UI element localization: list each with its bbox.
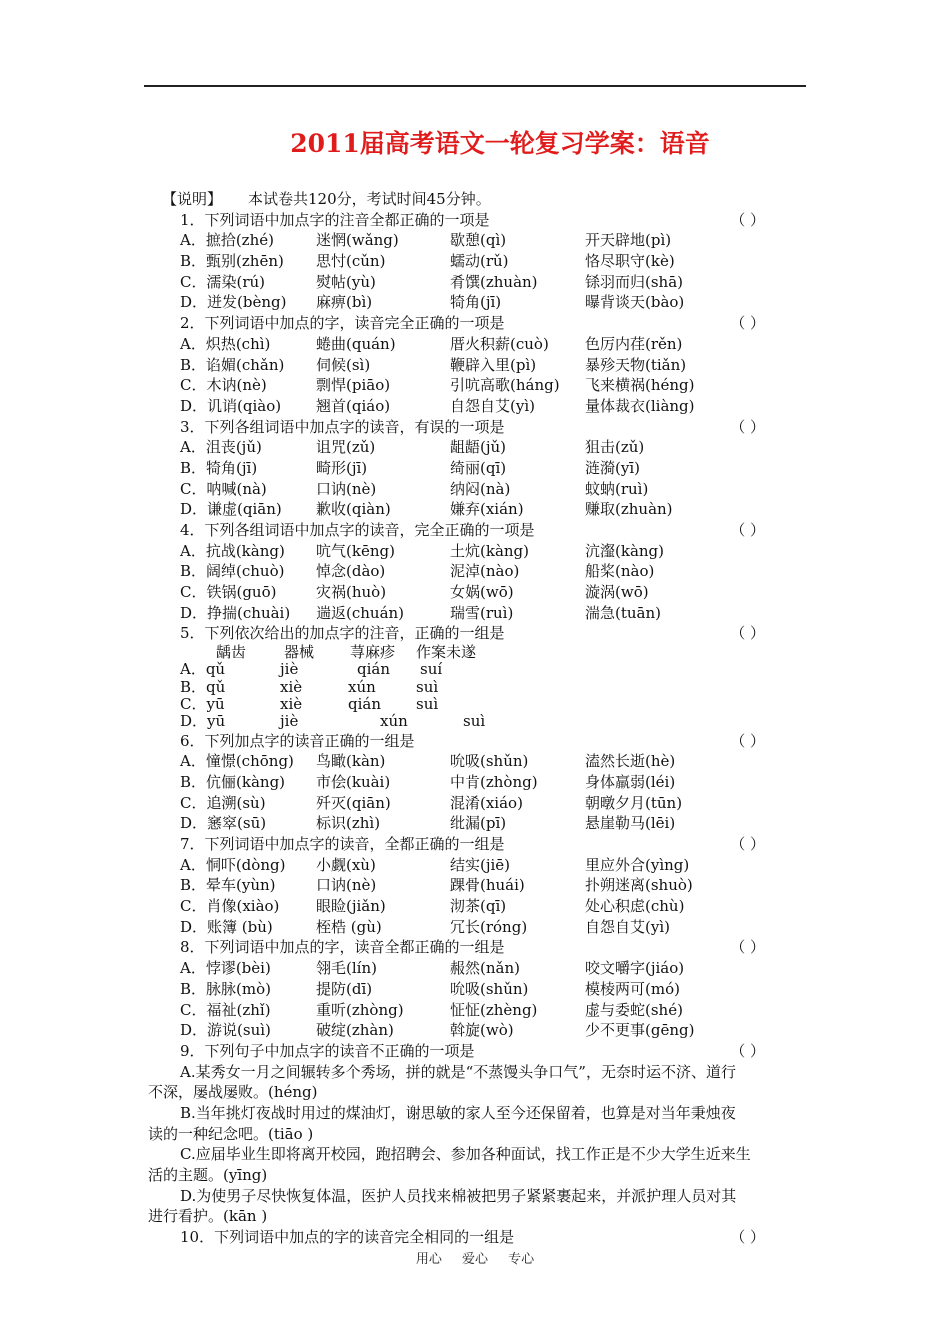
option-cell: 畸形(jī) — [316, 458, 368, 477]
option-row — [180, 272, 805, 293]
option-cell: 恪尽职守(kè) — [585, 252, 675, 271]
option-row — [180, 292, 805, 313]
question-text: 10．下列词语中加点的字的读音完全相同的一组是 — [180, 1228, 515, 1247]
answer-bracket: （ ） — [730, 210, 765, 229]
option-cell: 吮吸(shǔn) — [450, 752, 529, 771]
option-cell: D．游说(suì) — [180, 1021, 271, 1040]
question-text: 3．下列各组词语中加点字的读音，有误的一项是 — [180, 417, 505, 436]
option-cell: 吮吸(shǔn) — [450, 979, 529, 998]
option-cell: B．阔绰(chuò) — [180, 562, 285, 581]
option-cell: B．伉俪(kàng) — [180, 772, 286, 791]
paragraph-text: 进行看护。(kān ) — [148, 1207, 268, 1226]
option-cell: A．qǔ — [180, 660, 226, 679]
option-cell: 翎毛(lín) — [316, 959, 377, 978]
option-cell: D．账簿 (bù) — [180, 917, 273, 936]
option-cell: suì — [463, 712, 486, 731]
option-cell: 市侩(kuài) — [316, 772, 391, 791]
option-cell: 犄角(jī) — [450, 293, 502, 312]
option-cell: 结实(jiē) — [450, 855, 511, 874]
para-first-line — [180, 1062, 805, 1083]
option-cell: 模棱两可(mó) — [585, 979, 680, 998]
option-cell: 斡旋(wò) — [450, 1021, 514, 1040]
option-cell: 翘首(qiáo) — [316, 396, 391, 415]
option-cell: D．迸发(bèng) — [180, 293, 287, 312]
option-cell: 赧然(nǎn) — [450, 959, 520, 978]
option-cell: A．摭拾(zhé) — [180, 231, 274, 250]
option-row — [180, 582, 805, 603]
option-cell: B．犄角(jī) — [180, 458, 258, 477]
question-text: 9．下列句子中加点字的读音不正确的一项是 — [180, 1041, 475, 1060]
option-cell: 色厉内荏(rěn) — [585, 334, 683, 353]
option-cell: 瑞雪(ruì) — [450, 603, 514, 622]
option-cell: 混淆(xiáo) — [450, 793, 523, 812]
option-cell: 沆瀣(kàng) — [585, 541, 664, 560]
question-text: 2．下列词语中加点的字，读音完全正确的一项是 — [180, 314, 505, 333]
option-cell: 遄返(chuán) — [316, 603, 405, 622]
answer-bracket: （ ） — [730, 1228, 765, 1247]
option-cell: 身体羸弱(léi) — [585, 772, 676, 791]
option-cell: A．抗战(kàng) — [180, 541, 285, 560]
option-cell: C．濡染(rú) — [180, 272, 266, 291]
option-cell: 破绽(zhàn) — [316, 1021, 394, 1040]
option-cell: 沏茶(qī) — [450, 897, 507, 916]
option-cell: 口讷(nè) — [316, 479, 377, 498]
question-stem — [180, 731, 805, 752]
paragraph-text: 不深，屡战屡败。(héng) — [148, 1083, 318, 1102]
para-rest-line — [148, 1206, 805, 1227]
option-row — [180, 230, 805, 251]
option-cell: 标识(zhì) — [316, 814, 381, 833]
option-cell: 纰漏(pī) — [450, 814, 507, 833]
option-cell: 鞭辟入里(pì) — [450, 355, 537, 374]
option-cell: 蚊蚋(ruì) — [585, 479, 649, 498]
option-cell: 悼念(dào) — [316, 562, 386, 581]
option-cell: xiè — [280, 677, 303, 696]
question-stem — [180, 417, 805, 438]
option-row — [180, 855, 805, 876]
paragraph-text: 读的一种纪念吧。(tiāo ) — [148, 1124, 314, 1143]
para-rest-line — [148, 1165, 805, 1186]
footer-text: 用心 — [415, 1252, 442, 1267]
option-row — [180, 661, 805, 678]
paragraph-text: C.应届毕业生即将离开校园，跑招聘会、参加各种面试，找工作正是不少大学生近来生 — [180, 1145, 751, 1164]
option-row — [180, 772, 805, 793]
option-row — [180, 958, 805, 979]
option-row — [180, 979, 805, 1000]
question-stem — [180, 834, 805, 855]
option-cell: 鸟瞰(kàn) — [316, 752, 386, 771]
option-cell: C．福祉(zhǐ) — [180, 1000, 271, 1019]
option-cell: 土炕(kàng) — [450, 541, 529, 560]
option-cell: 麻痹(bì) — [316, 293, 373, 312]
para-rest-line — [148, 1124, 805, 1145]
word-item: 龋齿 — [216, 643, 247, 662]
option-row — [180, 396, 805, 417]
option-cell: 思忖(cǔn) — [316, 252, 386, 271]
option-cell: 狙击(zǔ) — [585, 438, 645, 457]
answer-bracket: （ ） — [730, 417, 765, 436]
option-cell: 泥淖(nào) — [450, 562, 520, 581]
option-cell: C．铁锅(guō) — [180, 583, 277, 602]
option-row — [180, 541, 805, 562]
option-cell: 少不更事(gēng) — [585, 1021, 695, 1040]
question-stem — [180, 1227, 805, 1248]
option-cell: qián — [357, 660, 391, 679]
option-cell: 熨帖(yù) — [316, 272, 376, 291]
intro-tag: 【说明】 — [162, 190, 223, 208]
page-title: 2011届高考语文一轮复习学案：语音 — [290, 129, 710, 158]
option-cell: 踝骨(huái) — [450, 876, 525, 895]
option-row — [180, 375, 805, 396]
answer-bracket: （ ） — [730, 835, 765, 854]
para-first-line — [180, 1103, 805, 1124]
option-cell: 自怨自艾(yì) — [585, 917, 670, 936]
option-cell: 纳闷(nà) — [450, 479, 511, 498]
option-cell: B．谄媚(chǎn) — [180, 355, 285, 374]
option-cell: C．木讷(nè) — [180, 376, 267, 395]
paragraph-text: D.为使男子尽快恢复体温，医护人员找来棉被把男子紧紧裹起来，并派护理人员对其 — [180, 1186, 737, 1205]
option-cell: B．甄别(zhēn) — [180, 252, 284, 271]
option-cell: C．肖像(xiào) — [180, 897, 280, 916]
option-cell: 嫌弃(xián) — [450, 500, 524, 519]
word-item: 器械 — [284, 643, 315, 662]
word-item: 荨麻疹 — [350, 643, 396, 662]
option-cell: A．恫吓(dòng) — [180, 855, 286, 874]
option-cell: 迷惘(wǎng) — [316, 231, 399, 250]
option-cell: suí — [420, 660, 443, 679]
option-cell: 歼灭(qiān) — [316, 793, 391, 812]
option-cell: xiè — [280, 695, 303, 714]
option-cell: suì — [416, 677, 439, 696]
option-cell: 提防(dī) — [316, 979, 373, 998]
para-first-line — [180, 1144, 805, 1165]
option-cell: 湍急(tuān) — [585, 603, 661, 622]
option-row — [180, 679, 805, 696]
option-cell: 扑朔迷离(shuò) — [585, 876, 693, 895]
option-cell: 飞来横祸(héng) — [585, 376, 695, 395]
option-cell: D．窸窣(sū) — [180, 814, 267, 833]
option-cell: 诅咒(zǔ) — [316, 438, 376, 457]
answer-bracket: （ ） — [730, 938, 765, 957]
option-row — [180, 1000, 805, 1021]
option-cell: 吭气(kēng) — [316, 541, 395, 560]
word-row — [180, 644, 805, 661]
question-stem — [180, 313, 805, 334]
option-cell: 溘然长逝(hè) — [585, 752, 676, 771]
option-cell: 开天辟地(pì) — [585, 231, 672, 250]
option-cell: 怔怔(zhèng) — [450, 1000, 538, 1019]
option-cell: xún — [380, 712, 408, 731]
paragraph-text: A.某秀女一月之间辗转多个秀场，拼的就是“不蒸馒头争口气”，无奈时运不济、道行 — [180, 1062, 736, 1081]
paragraph-text: B.当年挑灯夜战时用过的煤油灯，谢思敏的家人至今还保留着，也算是对当年秉烛夜 — [180, 1103, 736, 1122]
option-cell: jiè — [280, 660, 299, 679]
option-cell: 暴殄天物(tiǎn) — [585, 355, 687, 374]
option-cell: suì — [416, 695, 439, 714]
option-cell: 歉收(qiàn) — [316, 500, 391, 519]
option-cell: 处心积虑(chù) — [585, 897, 685, 916]
answer-bracket: （ ） — [730, 521, 765, 539]
option-cell: 蜷曲(quán) — [316, 334, 396, 353]
question-text: 4．下列各组词语中加点字的读音，完全正确的一项是 — [180, 521, 535, 539]
option-cell: 厝火积薪(cuò) — [450, 334, 549, 353]
intro-line — [162, 189, 805, 210]
option-row — [180, 875, 805, 896]
option-cell: B．脉脉(mò) — [180, 979, 271, 998]
option-cell: 悬崖勒马(lēi) — [585, 814, 676, 833]
footer-text: 专心 — [508, 1252, 535, 1267]
answer-bracket: （ ） — [730, 731, 765, 750]
option-row — [180, 458, 805, 479]
option-cell: xún — [348, 677, 376, 696]
option-cell: 伺候(sì) — [316, 355, 371, 374]
option-cell: 赚取(zhuàn) — [585, 500, 673, 519]
page-footer — [0, 1248, 950, 1267]
question-text: 8．下列词语中加点的字，读音全都正确的一组是 — [180, 938, 505, 957]
option-cell: qián — [348, 695, 382, 714]
option-cell: 自怨自艾(yì) — [450, 396, 535, 415]
footer-text: 爱心 — [461, 1252, 488, 1267]
option-cell: 咬文嚼字(jiáo) — [585, 959, 685, 978]
question-stem — [180, 520, 805, 541]
question-content — [148, 189, 805, 1248]
option-row — [180, 696, 805, 713]
option-row — [180, 251, 805, 272]
option-cell: C．呐喊(nà) — [180, 479, 267, 498]
option-row — [180, 1020, 805, 1041]
option-cell: D．yū — [180, 712, 226, 731]
option-cell: 中肯(zhòng) — [450, 772, 538, 791]
option-cell: 里应外合(yìng) — [585, 855, 690, 874]
option-cell: 曝背谈天(bào) — [585, 293, 685, 312]
option-cell: 涟漪(yī) — [585, 458, 640, 477]
option-cell: 女娲(wō) — [450, 583, 514, 602]
option-cell: 铩羽而归(shā) — [585, 272, 684, 291]
option-row — [180, 896, 805, 917]
option-row — [180, 751, 805, 772]
option-cell: 龃龉(jǔ) — [450, 438, 507, 457]
option-row — [180, 603, 805, 624]
option-cell: 口讷(nè) — [316, 876, 377, 895]
option-cell: 绮丽(qī) — [450, 458, 507, 477]
intro-text: 本试卷共120分，考试时间45分钟。 — [248, 190, 491, 208]
option-cell: 船桨(nào) — [585, 562, 655, 581]
option-row — [180, 334, 805, 355]
option-cell: 漩涡(wō) — [585, 583, 649, 602]
para-rest-line — [148, 1082, 805, 1103]
option-cell: A．炽热(chì) — [180, 334, 271, 353]
option-cell: 重听(zhòng) — [316, 1000, 404, 1019]
option-cell: 歇憩(qì) — [450, 231, 507, 250]
option-cell: 眼睑(jiǎn) — [316, 897, 386, 916]
option-cell: D．挣揣(chuài) — [180, 603, 291, 622]
option-cell: 桎梏 (gù) — [316, 917, 382, 936]
question-stem — [180, 937, 805, 958]
option-cell: jiè — [280, 712, 299, 731]
option-row — [180, 917, 805, 938]
option-row — [180, 813, 805, 834]
option-row — [180, 713, 805, 730]
option-row — [180, 561, 805, 582]
option-cell: 冗长(róng) — [450, 917, 528, 936]
question-text: 1．下列词语中加点字的注音全都正确的一项是 — [180, 210, 490, 229]
word-item: 作案未遂 — [416, 643, 477, 662]
option-row — [180, 437, 805, 458]
option-cell: 小觑(xù) — [316, 855, 376, 874]
question-stem — [180, 210, 805, 231]
option-cell: C．追溯(sù) — [180, 793, 266, 812]
question-stem — [180, 1041, 805, 1062]
option-cell: B．qǔ — [180, 677, 226, 696]
option-row — [180, 793, 805, 814]
answer-bracket: （ ） — [730, 1041, 765, 1060]
answer-bracket: （ ） — [730, 314, 765, 333]
option-cell: 肴馔(zhuàn) — [450, 272, 538, 291]
option-cell: 蠕动(rǔ) — [450, 252, 509, 271]
option-cell: B．晕车(yùn) — [180, 876, 276, 895]
option-cell: C．yū — [180, 695, 225, 714]
option-row — [180, 499, 805, 520]
question-stem — [180, 623, 805, 644]
option-cell: D．讥诮(qiào) — [180, 396, 282, 415]
option-cell: A．沮丧(jǔ) — [180, 438, 262, 457]
para-first-line — [180, 1186, 805, 1207]
option-row — [180, 479, 805, 500]
option-cell: 剽悍(piāo) — [316, 376, 391, 395]
option-cell: A．憧憬(chōng) — [180, 752, 294, 771]
option-cell: A．悖谬(bèi) — [180, 959, 271, 978]
option-cell: 灾祸(huò) — [316, 583, 387, 602]
option-cell: 引吭高歌(háng) — [450, 376, 560, 395]
question-text: 6．下列加点字的读音正确的一组是 — [180, 731, 415, 750]
answer-bracket: （ ） — [730, 624, 765, 643]
option-cell: 朝暾夕月(tūn) — [585, 793, 683, 812]
question-text: 5．下列依次给出的加点字的注音，正确的一组是 — [180, 624, 505, 643]
option-row — [180, 355, 805, 376]
option-cell: 虚与委蛇(shé) — [585, 1000, 683, 1019]
paragraph-text: 活的主题。(yīng) — [148, 1166, 268, 1185]
question-text: 7．下列词语中加点字的读音，全都正确的一组是 — [180, 835, 505, 854]
option-cell: 量体裁衣(liàng) — [585, 396, 695, 415]
option-cell: D．谦虚(qiān) — [180, 500, 282, 519]
header-rule — [144, 85, 806, 87]
